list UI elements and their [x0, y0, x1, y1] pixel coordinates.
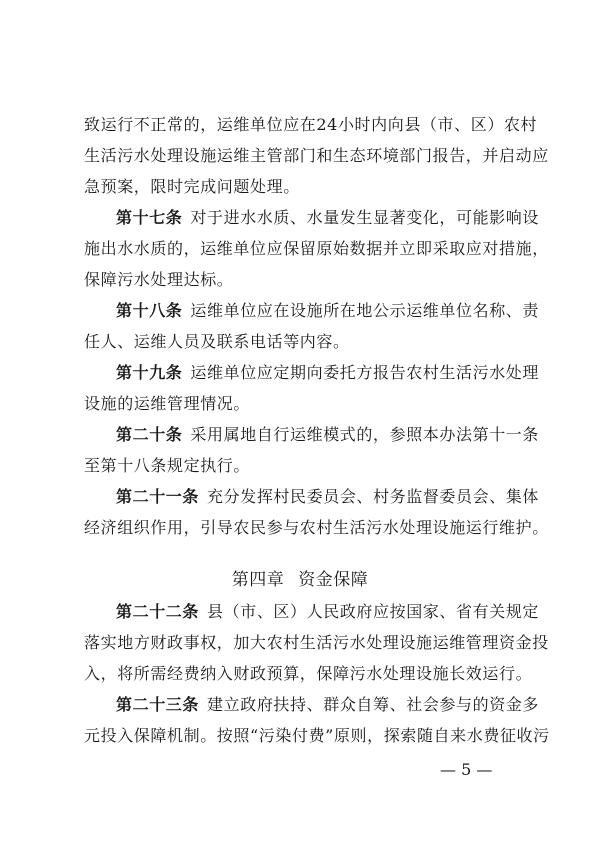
article-number: 第二十一条	[116, 487, 200, 506]
text-line: 致运行不正常的，运维单位应在24小时内向县（市、区）农村	[84, 115, 538, 134]
article-number: 第二十三条	[116, 695, 200, 714]
article-text: 运维单位应定期向委托方报告农村生活污水处理	[190, 363, 540, 382]
chapter-title: 资金保障	[298, 570, 369, 590]
article-19-first-line	[116, 360, 540, 386]
text-line: 保障污水处理达标。	[84, 270, 234, 289]
article-21-first-line	[116, 484, 540, 510]
article-number: 第二十条	[116, 425, 183, 444]
text-line: 入，将所需经费纳入财政预算，保障污水处理设施长效运行。	[84, 664, 533, 683]
article-20-first-line	[116, 422, 540, 448]
text-line: 生活污水处理设施运维主管部门和生态环境部门报告，并启动应	[84, 146, 549, 165]
article-text: 采用属地自行运维模式的，参照本办法第十一条	[190, 425, 540, 444]
article-22-first-line	[116, 599, 540, 625]
text-line: 施出水水质的，运维单位应保留原始数据并立即采取应对措施，	[84, 239, 549, 258]
text-line: 任人、运维人员及联系电话等内容。	[84, 332, 350, 351]
article-text: 县（市、区）人民政府应按国家、省有关规定	[207, 602, 540, 621]
text-line: 经济组织作用，引导农民参与农村生活污水处理设施运行维护。	[84, 518, 549, 537]
chapter-number: 第四章	[231, 570, 285, 590]
article-18-first-line	[116, 298, 540, 324]
text-line: 急预案，限时完成问题处理。	[84, 177, 300, 196]
text-line: 设施的运维管理情况。	[84, 394, 251, 413]
article-number: 第十八条	[116, 301, 183, 320]
article-number: 第十九条	[116, 363, 183, 382]
page-number: — 5 —	[440, 760, 493, 779]
text-line: 至第十八条规定执行。	[84, 456, 251, 475]
text-line: 元投入保障机制。按照“污染付费”原则，探索随自来水费征收污	[84, 726, 550, 745]
article-17-first-line	[116, 205, 540, 231]
article-text: 建立政府扶持、群众自筹、社会参与的资金多	[207, 695, 540, 714]
article-number: 第十七条	[116, 208, 183, 227]
article-number: 第二十二条	[116, 602, 200, 621]
article-23-first-line	[116, 692, 540, 718]
article-text: 充分发挥村民委员会、村务监督委员会、集体	[207, 487, 540, 506]
chapter-heading	[0, 567, 600, 593]
article-text: 对于进水水质、水量发生显著变化，可能影响设	[190, 208, 540, 227]
article-text: 运维单位应在设施所在地公示运维单位名称、责	[190, 301, 540, 320]
text-line: 落实地方财政事权，加大农村生活污水处理设施运维管理资金投	[84, 633, 549, 652]
